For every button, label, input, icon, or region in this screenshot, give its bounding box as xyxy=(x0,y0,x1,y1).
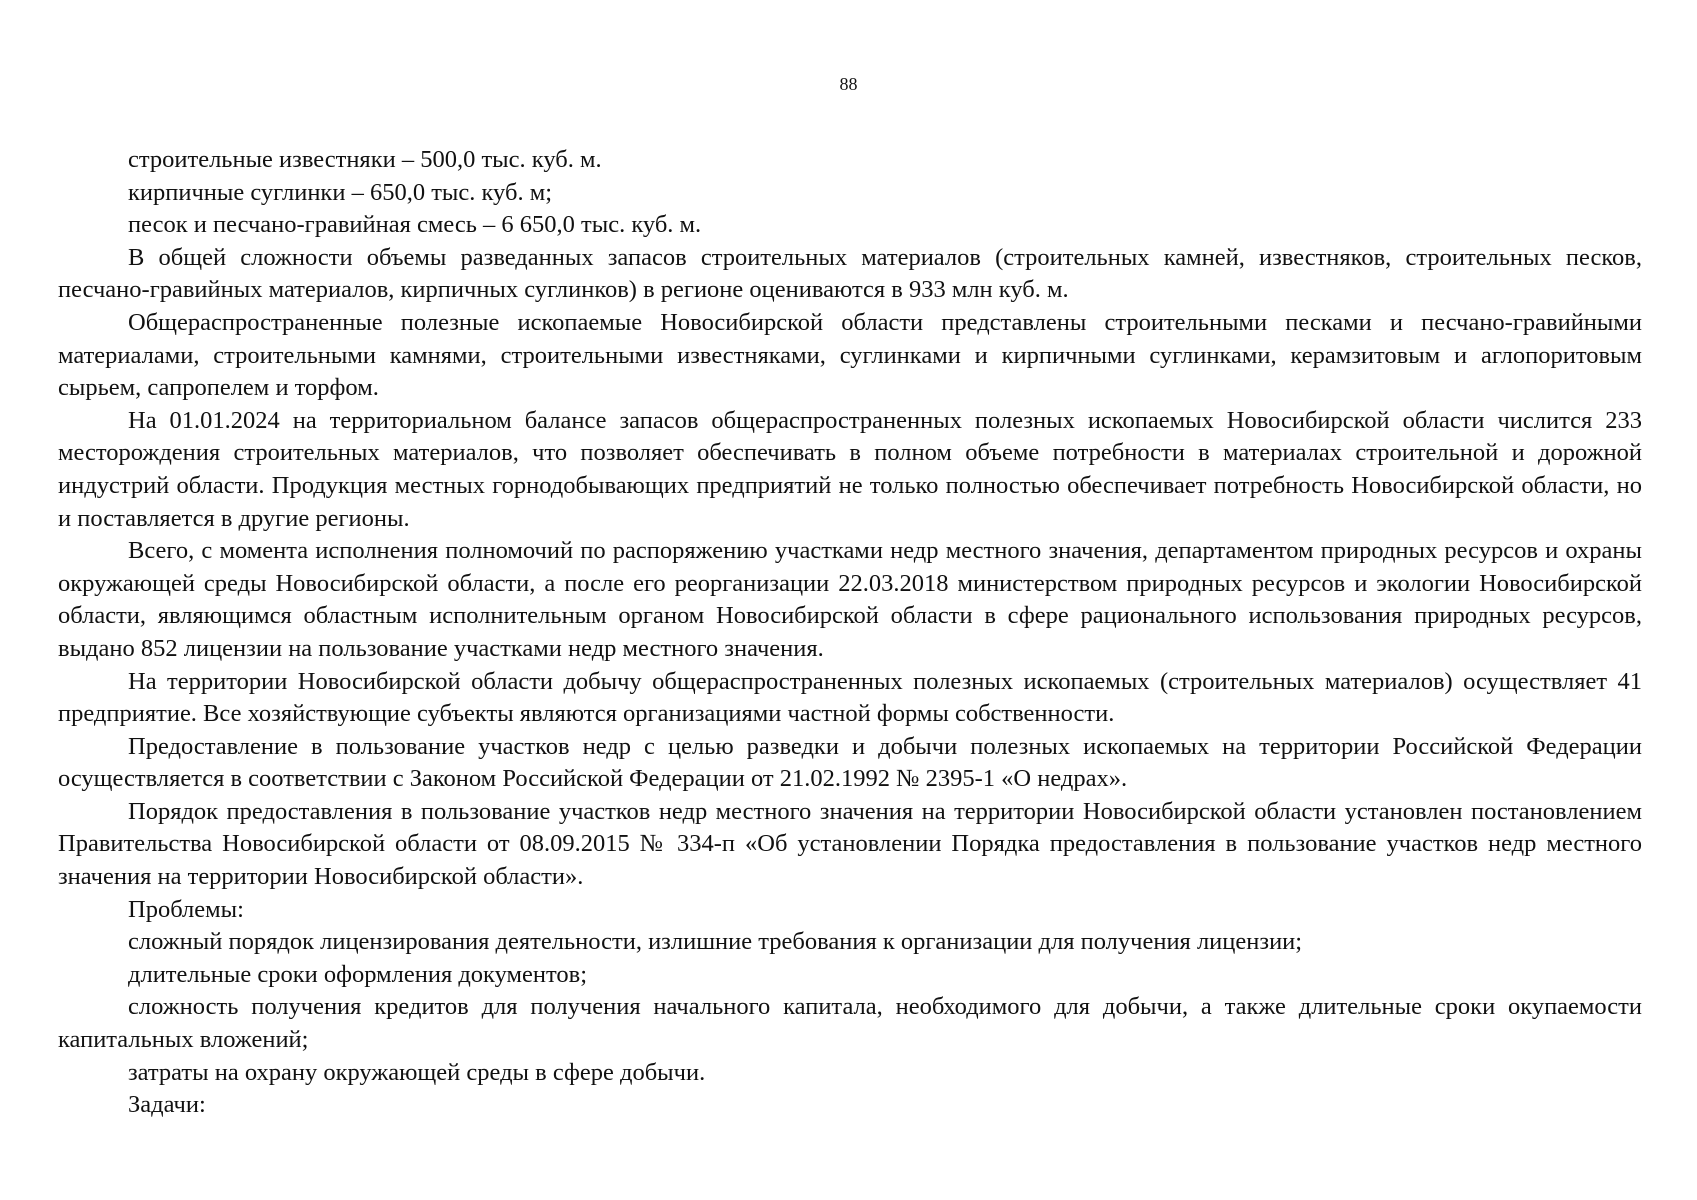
paragraph-7: Всего, с момента исполнения полномочий по распоряжению участками недр местного значения, департаментом природных ресурсов и охраны окружающей среды Новосибирской области, а после его реорганизации 22.03.2018 министерством природных ресурсов и экологии Новосибирской области, являющимся областным исполнительным органом Новосибирской области в сфере рационального использования природных ресурсов, выдано 852 лицензии на пользование участками недр местного значения. xyxy=(58,537,1642,662)
paragraph-2: кирпичные суглинки – 650,0 тыс. куб. м; xyxy=(128,178,553,206)
paragraph-6: На 01.01.2024 на территориальном балансе запасов общераспространенных полезных ископаемых Новосибирской области числится 233 месторождения строительных материалов, что позволяет обеспечивать в полном объеме потребности в материалах строительной и дорожной индустрий области. Продукция местных горнодобывающих предприятий не только полностью обеспечивает потребность Новосибирской области, но и поставляется в другие регионы. xyxy=(58,406,1642,532)
paragraph-9: Предоставление в пользование участков недр с целью разведки и добычи полезных ископаемых на территории Российской Федерации осуществляется в соответствии с Законом Российской Федерации от 21.02.1992 № 2395-1 «О недрах». xyxy=(58,732,1642,793)
paragraph-14: сложность получения кредитов для получения начального капитала, необходимого для добычи, а также длительные сроки окупаемости капитальных вложений; xyxy=(58,993,1642,1054)
paragraph-8: На территории Новосибирской области добычу общераспространенных полезных ископаемых (строительных материалов) осуществляет 41 предприятие. Все хозяйствующие субъекты являются организациями частной формы собственности. xyxy=(58,667,1642,728)
document-body xyxy=(58,144,1642,1122)
paragraph-11: Проблемы: xyxy=(128,895,244,923)
paragraph-3: песок и песчано-гравийная смесь – 6 650,0 тыс. куб. м. xyxy=(128,211,702,239)
paragraph-16: Задачи: xyxy=(128,1091,206,1119)
page-number: 88 xyxy=(839,74,858,94)
paragraph-1: строительные известняки – 500,0 тыс. куб. м. xyxy=(128,146,602,173)
paragraph-5: Общераспространенные полезные ископаемые Новосибирской области представлены строительными песками и песчано-гравийными материалами, строительными камнями, строительными известняками, суглинками и кирпичными суглинками, керамзитовым и аглопоритовым сырьем, сапропелем и торфом. xyxy=(58,308,1642,402)
paragraph-15: затраты на охрану окружающей среды в сфере добычи. xyxy=(128,1058,706,1086)
paragraph-10: Порядок предоставления в пользование участков недр местного значения на территории Новосибирской области установлен постановлением Правительства Новосибирской области от 08.09.2015 № 334-п «Об установлении Порядка предоставления в пользование участков недр местного значения на территории Новосибирской области». xyxy=(58,797,1642,891)
paragraph-13: длительные сроки оформления документов; xyxy=(128,960,588,988)
paragraph-12: сложный порядок лицензирования деятельности, излишние требования к организации для получения лицензии; xyxy=(128,928,1303,956)
paragraph-4: В общей сложности объемы разведанных запасов строительных материалов (строительных камней, известняков, строительных песков, песчано-гравийных материалов, кирпичных суглинков) в регионе оцениваются в 933 млн куб. м. xyxy=(58,243,1642,304)
